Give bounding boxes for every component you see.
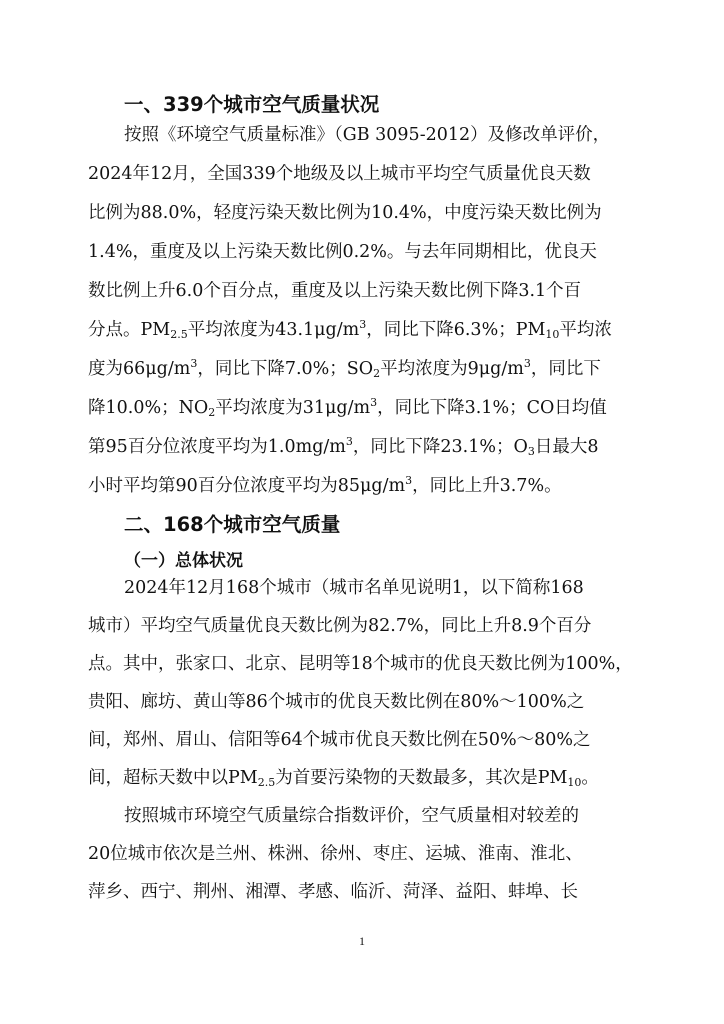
text-line: 1.4%，重度及以上污染天数比例0.2%。与去年同期相比，优良天 — [88, 242, 597, 262]
text-line: 2024年12月168个城市（城市名单见说明1，以下简称168 — [124, 578, 584, 598]
text-line: 贵阳、廊坊、黄山等86个城市的优良天数比例在80%～100%之 — [88, 692, 585, 712]
text-line: 2024年12月，全国339个地级及以上城市平均空气质量优良天数 — [88, 164, 591, 184]
text-run: ，同比下降6.3%；PM — [366, 320, 546, 340]
subscript: 10 — [567, 776, 582, 789]
page-number: 1 — [359, 934, 365, 948]
text-run: ，同比下降7.0%；SO — [197, 359, 374, 379]
superscript: 3 — [523, 357, 531, 370]
text-run: 小时平均第90百分位浓度平均为85μg/m — [88, 476, 406, 496]
text-run: 日最大8 — [534, 437, 599, 457]
subsection-heading-overall: （一）总体状况 — [124, 551, 243, 571]
superscript: 3 — [370, 396, 378, 409]
superscript: 3 — [359, 318, 367, 331]
text-line — [88, 318, 648, 342]
text-run: 平均浓度为31μg/m — [215, 398, 371, 418]
subscript: 2 — [208, 406, 216, 419]
text-line: 点。其中，张家口、北京、昆明等18个城市的优良天数比例为100%， — [88, 654, 633, 674]
text-line: 按照《环境空气质量标准》（GB 3095-2012）及修改单评价， — [124, 125, 611, 145]
section-heading-339-cities: 一、339个城市空气质量状况 — [124, 93, 380, 116]
text-run: 为首要污染物的天数最多，其次是PM — [275, 768, 568, 788]
text-line: 按照城市环境空气质量综合指数评价，空气质量相对较差的 — [124, 806, 579, 826]
text-run: ，同比下 — [530, 359, 601, 379]
subscript: 3 — [527, 445, 535, 458]
text-line — [88, 766, 648, 790]
superscript: 3 — [405, 474, 413, 487]
text-run: ，同比下降23.1%；O — [352, 437, 528, 457]
text-run: 第95百分位浓度平均为1.0mg/m — [88, 437, 346, 457]
text-line — [88, 435, 648, 459]
text-line: 萍乡、西宁、荆州、湘潭、孝感、临沂、菏泽、益阳、蚌埠、长 — [88, 882, 578, 902]
subscript: 10 — [545, 328, 560, 341]
text-line: 20位城市依次是兰州、株洲、徐州、枣庄、运城、淮南、淮北、 — [88, 844, 583, 864]
text-run: 平均浓度为9μg/m — [380, 359, 524, 379]
subscript: 2 — [373, 367, 381, 380]
superscript: 3 — [190, 357, 198, 370]
text-line: 数比例上升6.0个百分点，重度及以上污染天数比例下降3.1个百 — [88, 281, 582, 301]
text-line — [88, 357, 648, 381]
text-run: 平均浓度为43.1μg/m — [187, 320, 360, 340]
text-run: 。 — [581, 768, 599, 788]
text-run: 度为66μg/m — [88, 359, 191, 379]
subscript: 2.5 — [170, 328, 188, 341]
text-run: 间，超标天数中以PM — [88, 768, 258, 788]
superscript: 3 — [345, 435, 353, 448]
text-run: 平均浓 — [559, 320, 612, 340]
section-heading-168-cities: 二、168个城市空气质量 — [124, 513, 341, 536]
text-run: 分点。PM — [88, 320, 171, 340]
text-run: ，同比上升3.7%。 — [412, 476, 562, 496]
text-run: 降10.0%；NO — [88, 398, 209, 418]
text-run: ，同比下降3.1%；CO日均值 — [377, 398, 607, 418]
text-line: 间，郑州、眉山、信阳等64个城市优良天数比例在50%～80%之 — [88, 730, 591, 750]
text-line — [88, 396, 648, 420]
text-line — [88, 474, 648, 498]
subscript: 2.5 — [257, 776, 276, 789]
text-line: 城市）平均空气质量优良天数比例为82.7%，同比上升8.9个百分 — [88, 616, 592, 636]
text-line: 比例为88.0%，轻度污染天数比例为10.4%，中度污染天数比例为 — [88, 203, 602, 223]
